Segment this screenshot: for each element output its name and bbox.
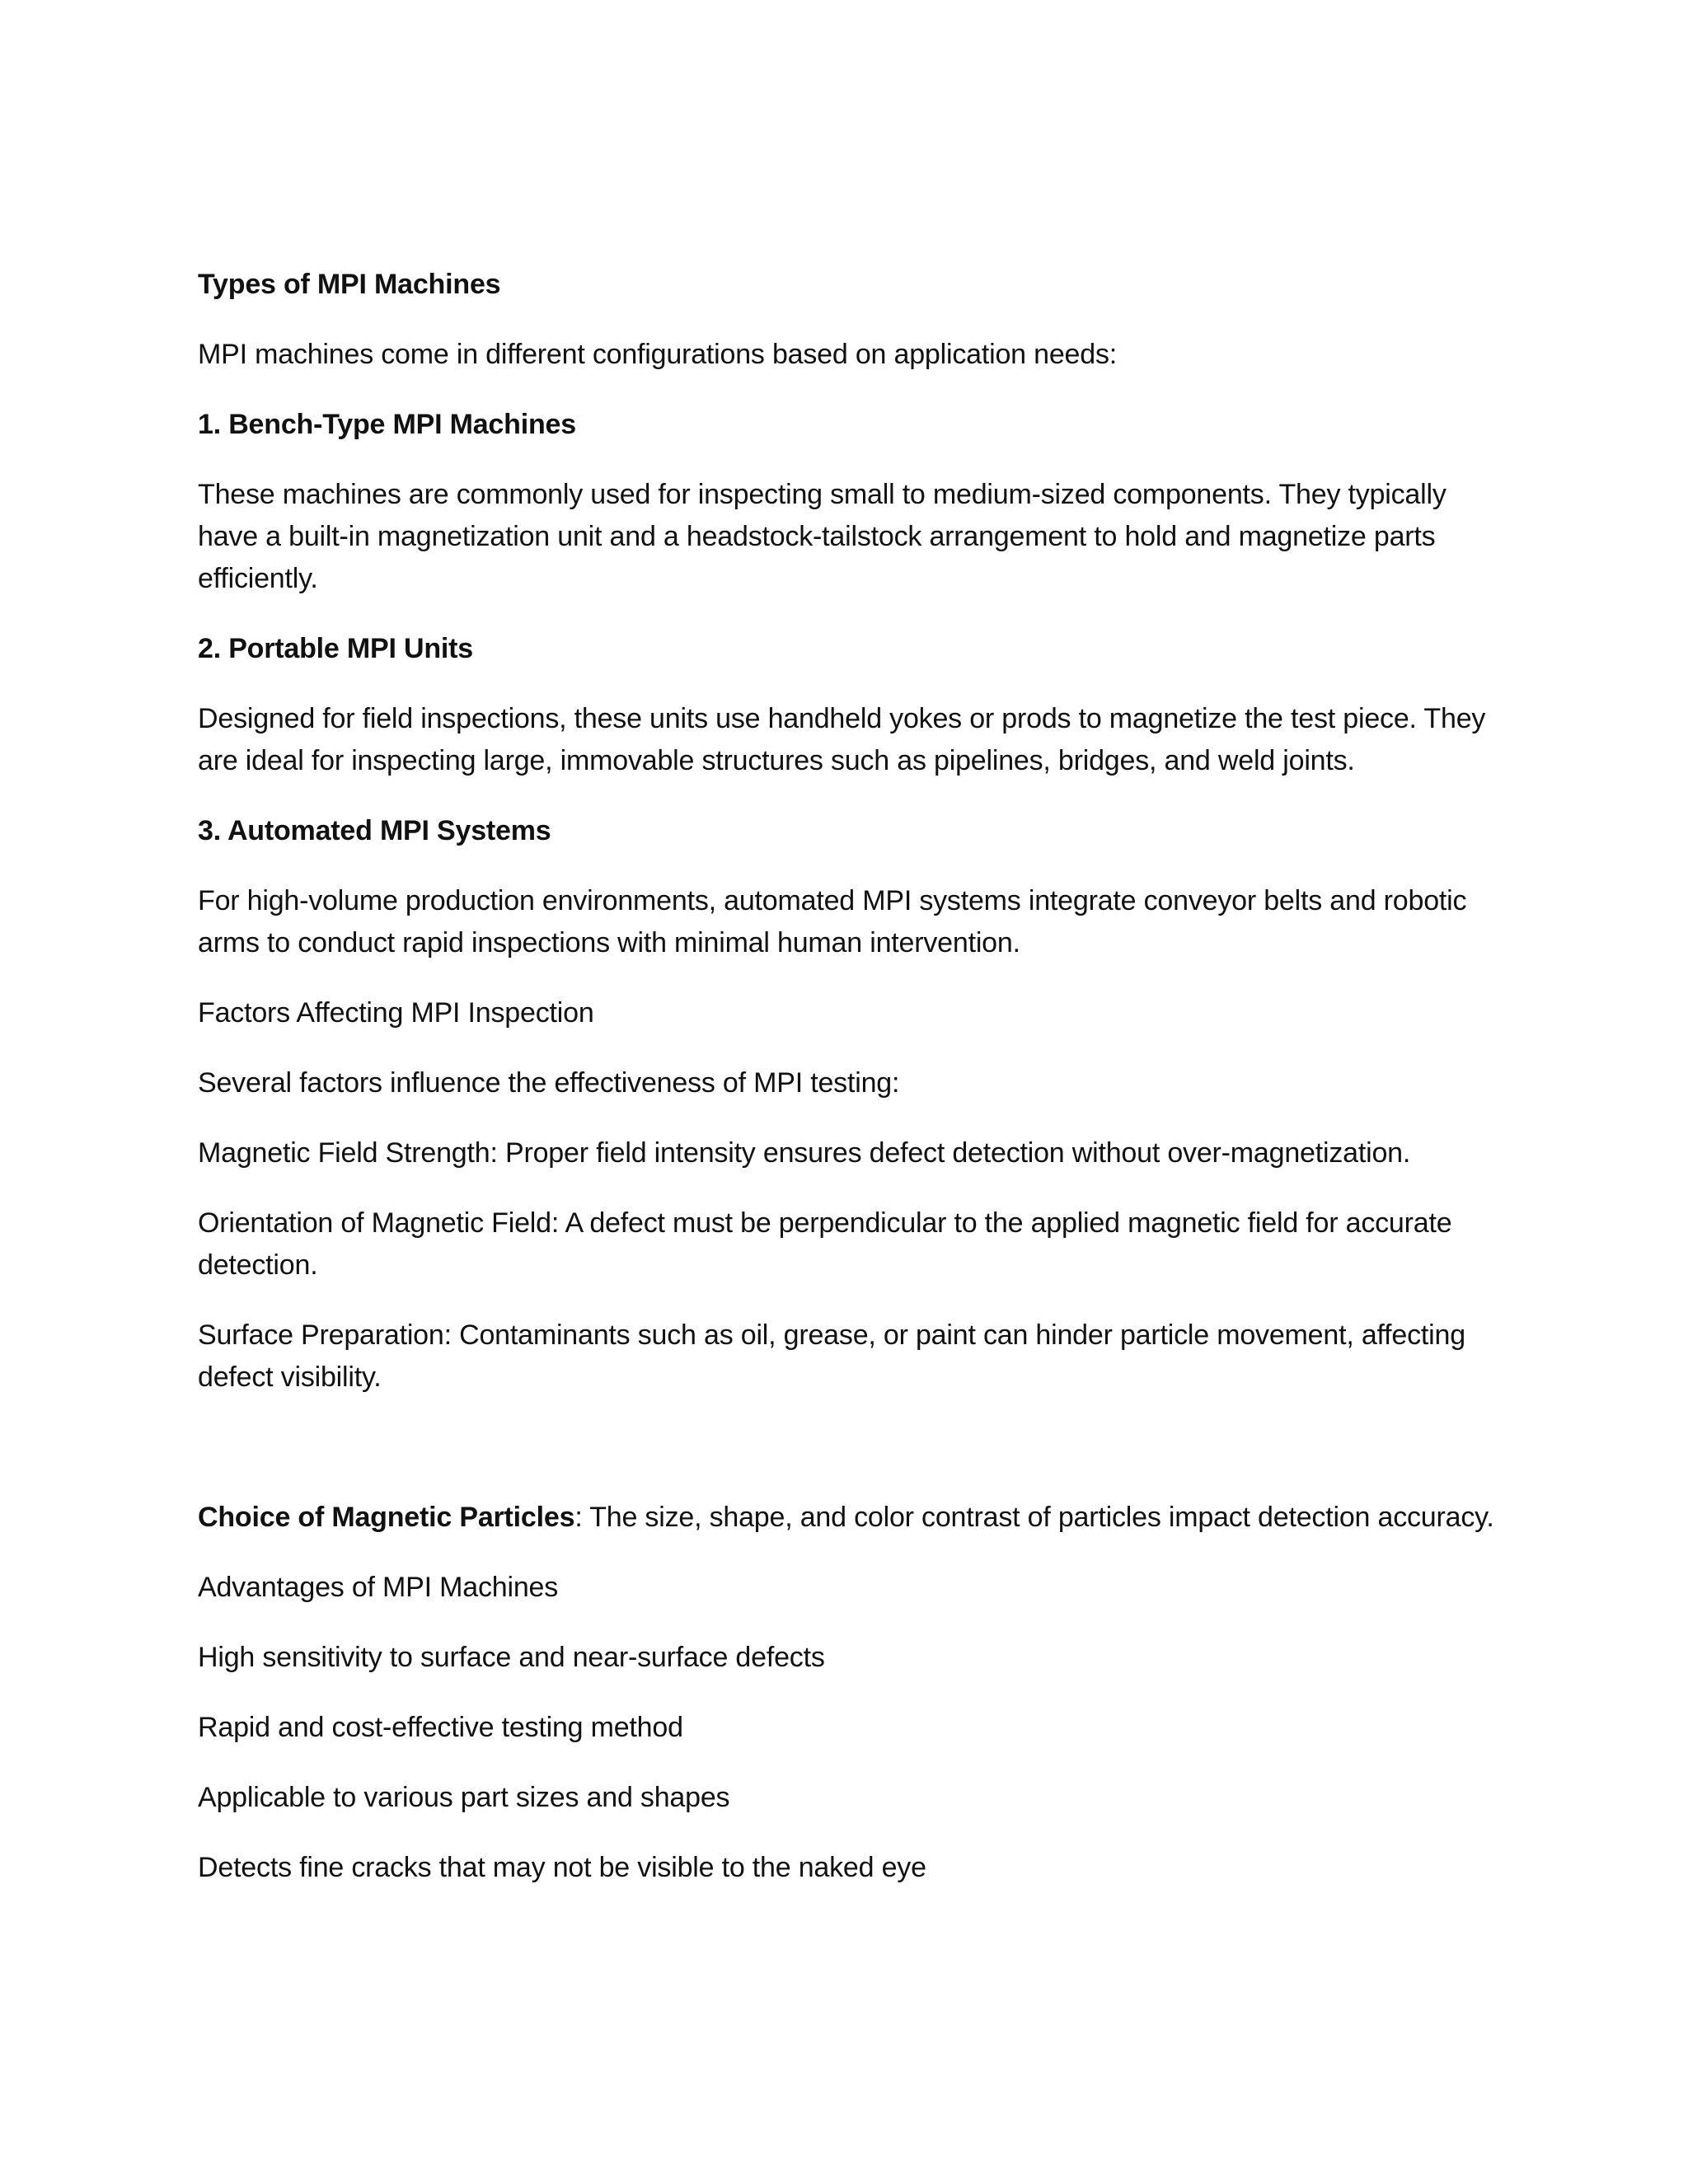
automated-paragraph: For high-volume production environments, automated MPI systems integrate conveyor belts and robotic arms to conduct rapid inspections with minimal human intervention. <box>198 885 1467 958</box>
bench-type-paragraph: These machines are commonly used for inspecting small to medium-sized components. They typically have a built-in magnetization unit and a headstock-tailstock arrangement to hold and magnetize parts efficiently. <box>198 479 1447 594</box>
heading-factors: Factors Affecting MPI Inspection <box>198 997 594 1029</box>
advantage-item: Detects fine cracks that may not be visible to the naked eye <box>198 1852 926 1883</box>
heading-types-of-mpi-machines: Types of MPI Machines <box>198 269 501 300</box>
heading-advantages: Advantages of MPI Machines <box>198 1572 559 1603</box>
heading-portable: 2. Portable MPI Units <box>198 633 473 664</box>
intro-paragraph: MPI machines come in different configurations based on application needs: <box>198 339 1118 370</box>
document-page <box>198 264 1500 1917</box>
factor-particles-text: : The size, shape, and color contrast of particles impact detection accuracy. <box>574 1502 1494 1533</box>
factor-field-strength: Magnetic Field Strength: Proper field intensity ensures defect detection without over-magnetization. <box>198 1137 1411 1169</box>
portable-paragraph: Designed for field inspections, these units use handheld yokes or prods to magnetize the test piece. They are ideal for inspecting large, immovable structures such as pipelines, bridges, and weld joints. <box>198 703 1486 776</box>
advantage-item: Applicable to various part sizes and shapes <box>198 1782 730 1813</box>
heading-bench-type: 1. Bench-Type MPI Machines <box>198 409 576 440</box>
heading-automated: 3. Automated MPI Systems <box>198 815 551 846</box>
blank-line <box>198 1427 1500 1497</box>
factor-orientation: Orientation of Magnetic Field: A defect must be perpendicular to the applied magnetic field for accurate detection. <box>198 1207 1452 1281</box>
factor-particles-label: Choice of Magnetic Particles <box>198 1502 575 1533</box>
advantage-item: High sensitivity to surface and near-surface defects <box>198 1642 825 1673</box>
factor-magnetic-particles <box>198 1497 1500 1539</box>
factors-intro-paragraph: Several factors influence the effectiveness of MPI testing: <box>198 1067 900 1099</box>
advantage-item: Rapid and cost-effective testing method <box>198 1712 683 1743</box>
factor-surface-preparation: Surface Preparation: Contaminants such as oil, grease, or paint can hinder particle movement, affecting defect visibility. <box>198 1319 1465 1393</box>
